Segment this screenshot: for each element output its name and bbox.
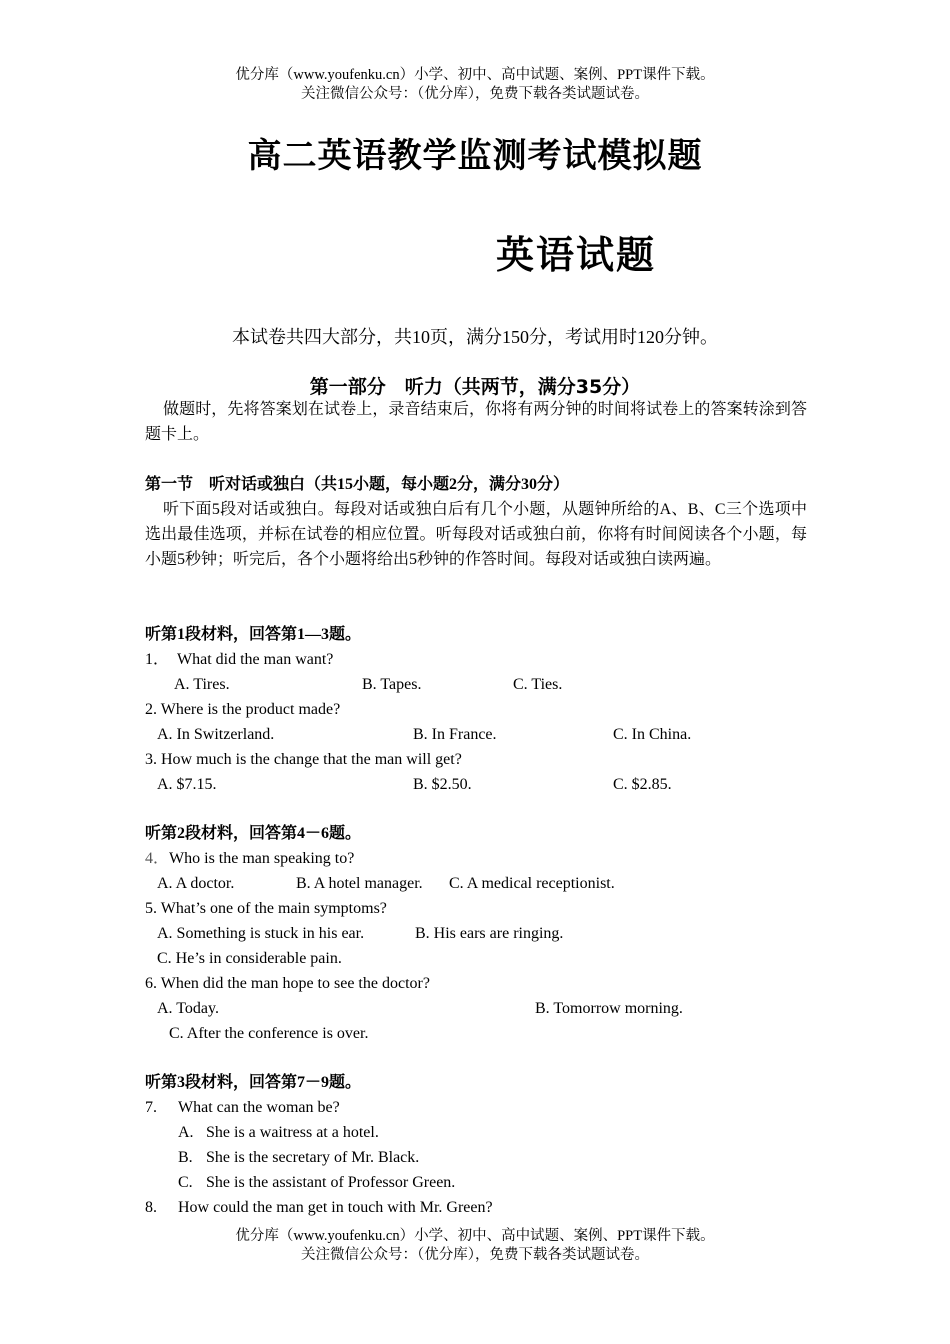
page-header-line2: 关注微信公众号：（优分库），免费下载各类试题试卷。 (301, 86, 649, 102)
q7-number: 7. (145, 1099, 157, 1116)
q2-stem: 2. Where is the product made? (145, 701, 341, 718)
exam-subtitle: 英语试题 (496, 233, 657, 277)
exam-intro: 本试卷共四大部分，共10页，满分150分，考试用时120分钟。 (232, 327, 718, 347)
section1-instruction: 听下面5段对话或独白。每段对话或独白后有几个小题，从题钟所给的A、B、C三个选项中选出最佳选项，并标在试卷的相应位置。听每段对话或独白前，你将有时间阅读各个小题，每小题5秒钟；听完后，各个小题将给出5秒钟的作答时间。每段对话或独白读两遍。 (145, 501, 807, 568)
part1-title: 第一部分 听力（共两节，满分35分） (309, 376, 641, 398)
q1-option-a: A. Tires. (174, 676, 230, 693)
q6-option-c: C. After the conference is over. (169, 1025, 369, 1042)
q6-stem: 6. When did the man hope to see the doctor? (145, 975, 430, 992)
q1-stem: 1． What did the man want? (145, 651, 334, 668)
q3-option-a: A. $7.15. (157, 776, 217, 793)
group2-heading: 听第2段材料，回答第4－6题。 (145, 825, 362, 842)
page-header-line1: 优分库（www.youfenku.cn）小学、初中、高中试题、案例、PPT课件下载。 (235, 67, 715, 83)
group1-heading: 听第1段材料，回答第1—3题。 (145, 626, 362, 643)
q6-option-b: B. Tomorrow morning. (535, 1000, 683, 1017)
q4-option-b: B. A hotel manager. (296, 875, 423, 892)
q1-option-b: B. Tapes. (362, 676, 422, 693)
q6-option-a: A. Today. (157, 1000, 219, 1017)
section1-title: 第一节 听对话或独白（共15小题，每小题2分，满分30分） (145, 476, 570, 493)
q4-number: 4． (145, 850, 170, 867)
q4-stem: Who is the man speaking to? (169, 850, 355, 867)
part1-instruction: 做题时，先将答案划在试卷上，录音结束后，你将有两分钟的时间将试卷上的答案转涂到答题卡上。 (145, 401, 807, 443)
q7-option-b-label: B. (178, 1149, 193, 1166)
q1-option-c: C. Ties. (513, 676, 563, 693)
q5-option-b: B. His ears are ringing. (415, 925, 564, 942)
q2-option-b: B. In France. (413, 726, 497, 743)
q8-number: 8. (145, 1199, 157, 1216)
q5-option-a: A. Something is stuck in his ear. (157, 925, 365, 942)
q4-option-c: C. A medical receptionist. (449, 875, 615, 892)
q7-stem: What can the woman be? (178, 1099, 340, 1116)
q4-line (145, 846, 354, 871)
page-footer-line1: 优分库（www.youfenku.cn）小学、初中、高中试题、案例、PPT课件下载。 (235, 1228, 715, 1244)
page-footer-line2: 关注微信公众号：（优分库），免费下载各类试题试卷。 (301, 1247, 649, 1263)
q7-option-c-label: C. (178, 1174, 193, 1191)
q3-option-b: B. $2.50. (413, 776, 472, 793)
exam-title: 高二英语教学监测考试模拟题 (247, 136, 703, 176)
q4-option-a: A. A doctor. (157, 875, 235, 892)
q8-stem: How could the man get in touch with Mr. Green? (178, 1199, 493, 1216)
q5-stem: 5. What’s one of the main symptoms? (145, 900, 387, 917)
q7-option-b: She is the secretary of Mr. Black. (206, 1149, 420, 1166)
q7-option-a: She is a waitress at a hotel. (206, 1124, 379, 1141)
q3-stem: 3. How much is the change that the man will get? (145, 751, 462, 768)
group3-heading: 听第3段材料，回答第7－9题。 (145, 1074, 362, 1091)
q2-option-a: A. In Switzerland. (157, 726, 275, 743)
q2-option-c: C. In China. (613, 726, 692, 743)
q7-option-a-label: A. (178, 1124, 194, 1141)
q3-option-c: C. $2.85. (613, 776, 672, 793)
q7-option-c: She is the assistant of Professor Green. (206, 1174, 456, 1191)
q5-option-c: C. He’s in considerable pain. (157, 950, 342, 967)
